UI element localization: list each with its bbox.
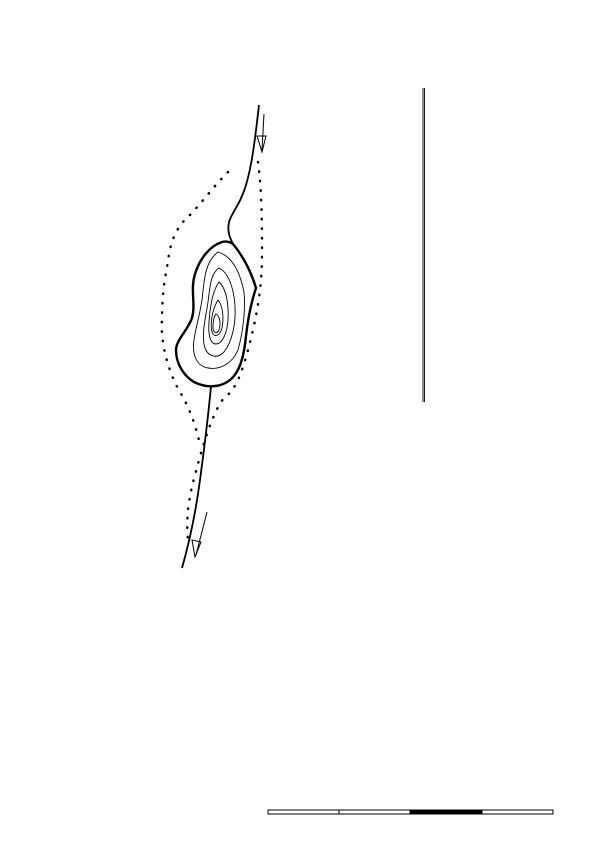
info-row-kartering [263,707,368,724]
inlet-stream [228,105,259,244]
lake-info-table [263,657,368,773]
info-row-karta [263,740,368,757]
info-row-x-koord [263,674,368,691]
north-arrow [423,88,425,402]
scale-bar [268,810,553,814]
depth-contour [194,252,245,368]
depth-contour [213,314,220,332]
info-row-y-koord [263,690,368,707]
info-row-kommun [263,723,368,740]
inlet-flow-arrow [257,114,266,152]
info-row-nr [263,657,368,674]
info-row-volym [263,757,368,774]
